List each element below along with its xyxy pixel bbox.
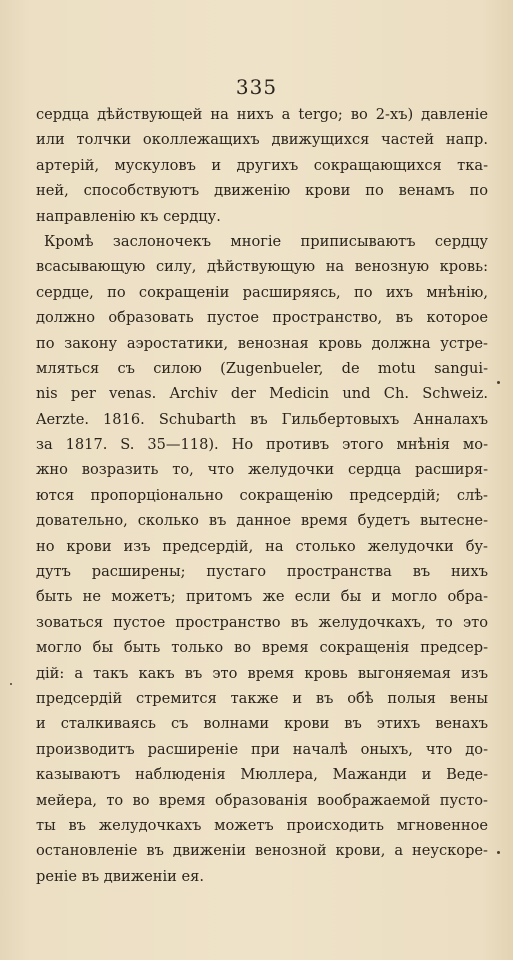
text-line: предсердій стремится также и въ обѣ полыя вены: [36, 689, 488, 707]
text-line: должно образовать пустое пространство, въ которое: [36, 309, 488, 327]
text-line: и сталкиваясь съ волнами крови въ этихъ венахъ: [36, 715, 488, 733]
text-line: быть не можетъ; притомъ же если бы и могло обра-: [36, 588, 488, 606]
text-line: жно возразить то, что желудочки сердца расширя-: [36, 461, 488, 479]
text-line: могло бы быть только во время сокращенія предсер-: [36, 639, 488, 657]
text-line: зоваться пустое пространство въ желудочкахъ, то это: [36, 613, 488, 631]
paper-speck: [497, 381, 500, 384]
text-line: сердце, по сокращеніи расширяясь, по ихъ мнѣнію,: [36, 283, 488, 301]
text-line: мляться съ силою (Zugenbueler, de motu sangui-: [36, 359, 488, 377]
text-line: nis per venas. Archiv der Medicin und Ch. Schweiz.: [36, 385, 488, 403]
text-line: ты въ желудочкахъ можетъ происходить мгновенное: [36, 816, 488, 834]
text-line: реніе въ движеніи ея.: [36, 867, 205, 885]
text-line: сердца дѣйствующей на нихъ a tergo; во 2-хъ) давленіе: [36, 106, 488, 123]
text-line: но крови изъ предсердій, на столько желудочки бу-: [36, 537, 488, 555]
text-line: довательно, сколько въ данное время будетъ вытесне-: [36, 512, 488, 530]
text-line: дій: а такъ какъ въ это время кровь выгоняемая изъ: [36, 664, 488, 682]
paper-speck: [10, 683, 12, 685]
text-line: ются пропорціонально сокращенію предсердій; слѣ-: [36, 486, 488, 504]
text-line: направленію къ сердцу.: [36, 207, 221, 225]
text-line: дутъ расширены; пустаго пространства въ нихъ: [36, 563, 488, 581]
text-line: ней, способствуютъ движенію крови по венамъ по: [36, 182, 488, 200]
text-line: мейера, то во время образованія воображаемой пусто-: [36, 791, 488, 809]
text-line: по закону аэростатики, венозная кровь должна устре-: [36, 334, 488, 352]
text-line: всасывающую силу, дѣйствующую на венозную кровь:: [36, 258, 488, 276]
text-line: производитъ расширеніе при началѣ оныхъ, что до-: [36, 740, 488, 758]
body-text: [36, 102, 488, 889]
text-line: остановленіе въ движеніи венозной крови, а неускоре-: [36, 842, 488, 860]
text-line: казываютъ наблюденія Мюллера, Мажанди и Веде-: [36, 766, 488, 784]
page-number: 335: [235, 75, 278, 99]
text-line: или толчки околлежащихъ движущихся частей напр.: [36, 131, 488, 149]
text-line: артерій, мускуловъ и другихъ сокращающихся тка-: [36, 156, 488, 174]
text-line: за 1817. S. 35—118). Но противъ этого мнѣнія мо-: [36, 436, 488, 454]
paragraph-start-line: Кромѣ заслоночекъ многіе приписываютъ сердцу: [44, 232, 488, 250]
text-line: Aerzte. 1816. Schubarth въ Гильбертовыхъ Анналахъ: [36, 410, 488, 428]
paper-speck: [497, 851, 500, 854]
